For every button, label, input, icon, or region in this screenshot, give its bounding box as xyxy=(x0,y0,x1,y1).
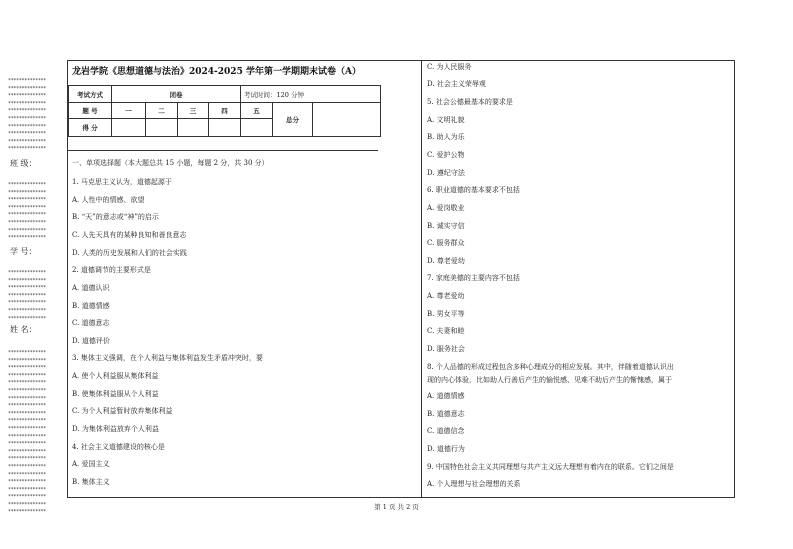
question-1-option-d: D. 人类的历史发展和人们的社会实践 xyxy=(72,249,187,257)
question-3-option-b: B. 使集体利益服从个人利益 xyxy=(72,390,159,398)
score-cell-5 xyxy=(241,119,273,137)
score-cell-4 xyxy=(209,119,241,137)
question-1-option-a: A. 人性中的情感、欲望 xyxy=(72,196,145,204)
score-cell-2 xyxy=(146,119,178,137)
question-9-option-a: A. 个人理想与社会理想的关系 xyxy=(427,480,521,488)
question-no-label: 题 号 xyxy=(69,103,112,119)
page-number: 第 1 页 共 2 页 xyxy=(374,503,419,511)
exam-mode-value: 闭卷 xyxy=(112,86,241,103)
binding-margin xyxy=(8,78,60,518)
question-8-option-c: C. 道德信念 xyxy=(427,427,465,435)
question-7-option-c: C. 夫妻和睦 xyxy=(427,327,465,335)
question-3-option-d: D. 为集体利益放弃个人利益 xyxy=(72,425,159,433)
score-cell-1 xyxy=(112,119,146,137)
question-5-option-a: A. 文明礼貌 xyxy=(427,116,465,124)
section-divider-line xyxy=(68,150,378,151)
question-8-option-b: B. 道德意志 xyxy=(427,410,465,418)
score-label: 得 分 xyxy=(69,119,112,137)
question-8-stem-line-1: 8. 个人品德的形成过程包含多种心理成分的相应发展。其中，伴随着道德认识出 xyxy=(427,363,674,371)
column-divider xyxy=(421,61,422,497)
student-id-label: 学 号： xyxy=(10,247,37,256)
question-6-option-d: D. 尊老爱幼 xyxy=(427,257,465,265)
question-6-stem: 6. 职业道德的基本要求不包括 xyxy=(427,186,520,194)
question-7-option-d: D. 服务社会 xyxy=(427,345,465,353)
col-2: 二 xyxy=(146,103,178,119)
question-8-option-d: D. 道德行为 xyxy=(427,445,465,453)
question-4-option-d: D. 社会主义荣辱观 xyxy=(427,80,486,88)
class-label: 班 级： xyxy=(10,159,37,168)
binding-dots-class: ************** ************** ************** ************** ************** ************** ************** ************** xyxy=(8,182,46,242)
exam-sheet xyxy=(67,60,735,498)
name-label: 姓 名： xyxy=(10,325,37,334)
question-3-stem: 3. 集体主义强调，在个人利益与集体利益发生矛盾冲突时，要 xyxy=(72,354,263,362)
exam-time: 考试时间：120 分钟 xyxy=(241,86,381,103)
total-label: 总分 xyxy=(273,103,313,137)
question-3-option-a: A. 使个人利益服从集体利益 xyxy=(72,372,159,380)
question-2-option-d: D. 道德评价 xyxy=(72,337,110,345)
question-2-option-c: C. 道德意志 xyxy=(72,319,110,327)
question-2-stem: 2. 道德调节的主要形式是 xyxy=(72,266,151,274)
exam-title: 龙岩学院《思想道德与法治》2024-2025 学年第一学期期末试卷（A） xyxy=(72,67,361,77)
section-title: 一、单项选择题（本大题总共 15 小题，每题 2 分，共 30 分） xyxy=(72,159,269,167)
question-4-stem: 4. 社会主义道德建设的核心是 xyxy=(72,443,165,451)
score-table xyxy=(68,85,381,137)
question-2-option-b: B. 道德情感 xyxy=(72,302,110,310)
question-4-option-b: B. 集体主义 xyxy=(72,478,110,486)
question-8-option-a: A. 道德情感 xyxy=(427,392,465,400)
binding-dots-id: ************** ************** ************** ************** ************** ************** ************** xyxy=(8,270,46,322)
question-6-option-a: A. 爱岗敬业 xyxy=(427,204,465,212)
question-7-option-b: B. 男女平等 xyxy=(427,310,465,318)
question-2-option-a: A. 道德认识 xyxy=(72,284,110,292)
binding-dots-top: ************** ************** ************** ************** ************** ************** ************** ************** ************** ************** xyxy=(8,78,46,153)
question-7-stem: 7. 家庭美德的主要内容不包括 xyxy=(427,274,520,282)
col-4: 四 xyxy=(209,103,241,119)
question-5-stem: 5. 社会公德最基本的要求是 xyxy=(427,98,513,106)
question-5-option-b: B. 助人为乐 xyxy=(427,133,465,141)
score-cell-3 xyxy=(178,119,209,137)
question-1-stem: 1. 马克思主义认为，道德起源于 xyxy=(72,178,172,186)
question-8-stem-line-2: 现的内心体验，比如助人行善后产生的愉悦感、见难不助后产生的惭愧感，属于 xyxy=(427,376,672,384)
question-4-option-a: A. 爱国主义 xyxy=(72,460,110,468)
question-9-stem: 9. 中国特色社会主义共同理想与共产主义远大理想有着内在的联系。它们之间是 xyxy=(427,463,674,471)
total-score-cell xyxy=(313,103,381,137)
col-3: 三 xyxy=(178,103,209,119)
question-6-option-b: B. 诚实守信 xyxy=(427,222,465,230)
question-5-option-d: D. 遵纪守法 xyxy=(427,169,465,177)
col-5: 五 xyxy=(241,103,273,119)
question-3-option-c: C. 为个人利益暂时放弃集体利益 xyxy=(72,407,173,415)
exam-mode-label: 考试方式 xyxy=(69,86,112,103)
col-1: 一 xyxy=(112,103,146,119)
question-5-option-c: C. 爱护公物 xyxy=(427,151,465,159)
question-1-option-b: B. “天”的意志或“神”的启示 xyxy=(72,213,159,221)
question-4-option-c: C. 为人民服务 xyxy=(427,63,472,71)
question-7-option-a: A. 尊老爱幼 xyxy=(427,292,465,300)
binding-dots-bottom: ************** ************** ************** ************** ************** ************** ************** ************** ************** ************** ************** ************** ************** ************** ************** ************** ************** ************** ************** ************** ************** ************** xyxy=(8,350,46,516)
question-6-option-c: C. 服务群众 xyxy=(427,239,465,247)
question-1-option-c: C. 人先天具有的某种良知和善良意志 xyxy=(72,231,187,239)
